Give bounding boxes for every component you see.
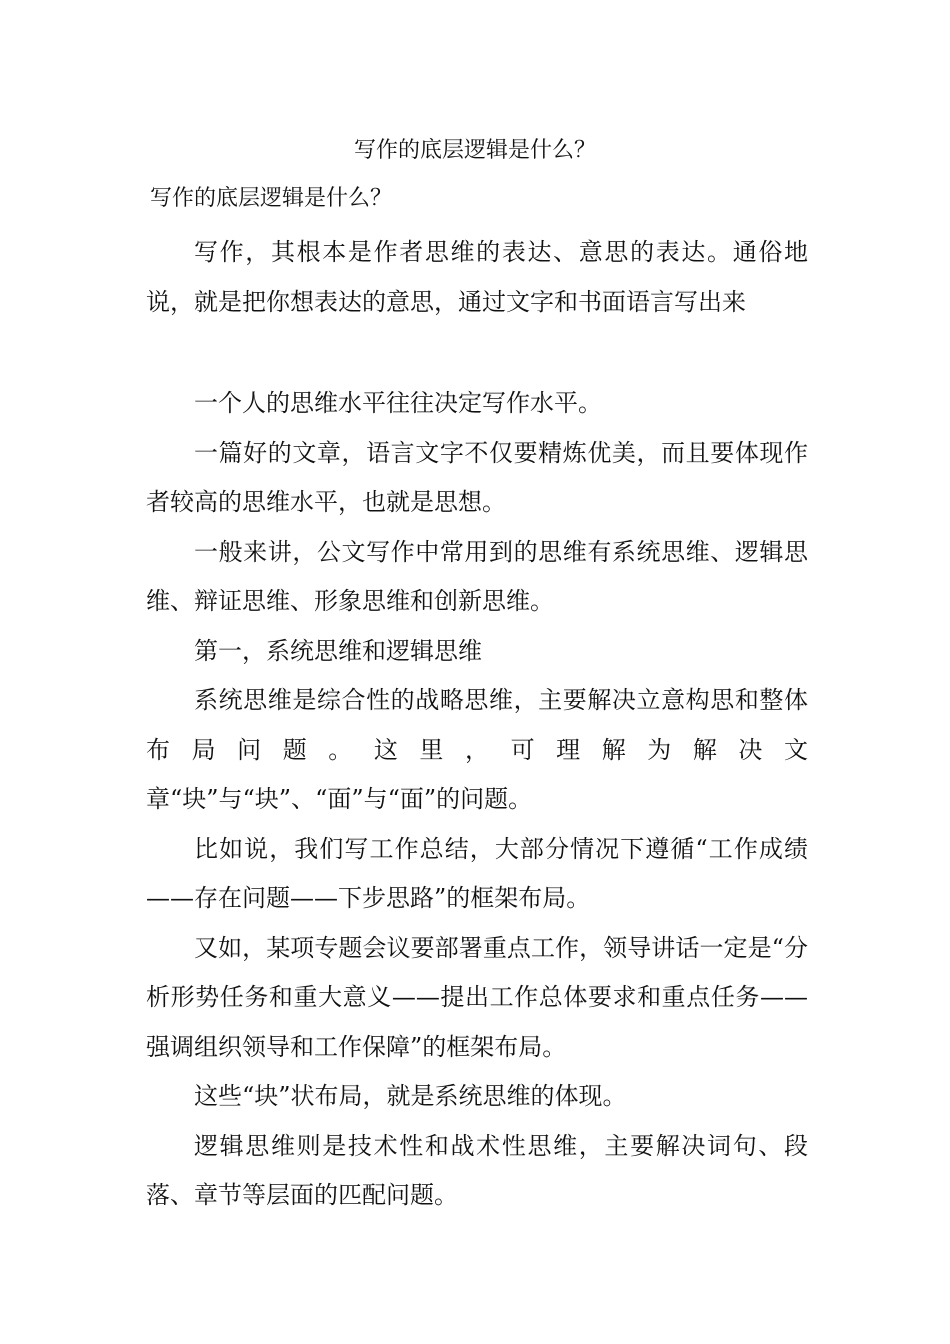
paragraph: 一篇好的文章，语言文字不仅要精炼优美，而且要体现作者较高的思维水平，也就是思想。 (146, 438, 808, 516)
paragraph: 逻辑思维则是技术性和战术性思维，主要解决词句、段落、章节等层面的匹配问题。 (146, 1131, 808, 1209)
paragraph: 一个人的思维水平往往决定写作水平。 (194, 389, 602, 417)
document-title: 写作的底层逻辑是什么？ (353, 138, 596, 163)
paragraph: 一般来讲，公文写作中常用到的思维有系统思维、逻辑思维、辩证思维、形象思维和创新思维。 (146, 537, 808, 615)
paragraph: 比如说，我们写工作总结，大部分情况下遵循“工作成绩——存在问题——下步思路”的框架布局。 (146, 834, 808, 912)
paragraph: 这些“块”状布局，就是系统思维的体现。 (194, 1082, 627, 1110)
section-heading: 第一，系统思维和逻辑思维 (194, 636, 482, 665)
document-body (146, 228, 808, 1221)
document-subtitle: 写作的底层逻辑是什么？ (150, 186, 393, 211)
paragraph: 写作，其根本是作者思维的表达、意思的表达。通俗地说，就是把你想表达的意思，通过文字和书面语言写出来 (146, 238, 808, 316)
paragraph: 又如，某项专题会议要部署重点工作，领导讲话一定是“分析形势任务和重大意义——提出工作总体要求和重点任务——强调组织领导和工作保障”的框架布局。 (146, 933, 808, 1061)
paragraph: 系统思维是综合性的战略思维，主要解决立意构思和整体布局问题。这里，可理解为解决文章“块”与“块”、“面”与“面”的问题。 (146, 686, 808, 813)
